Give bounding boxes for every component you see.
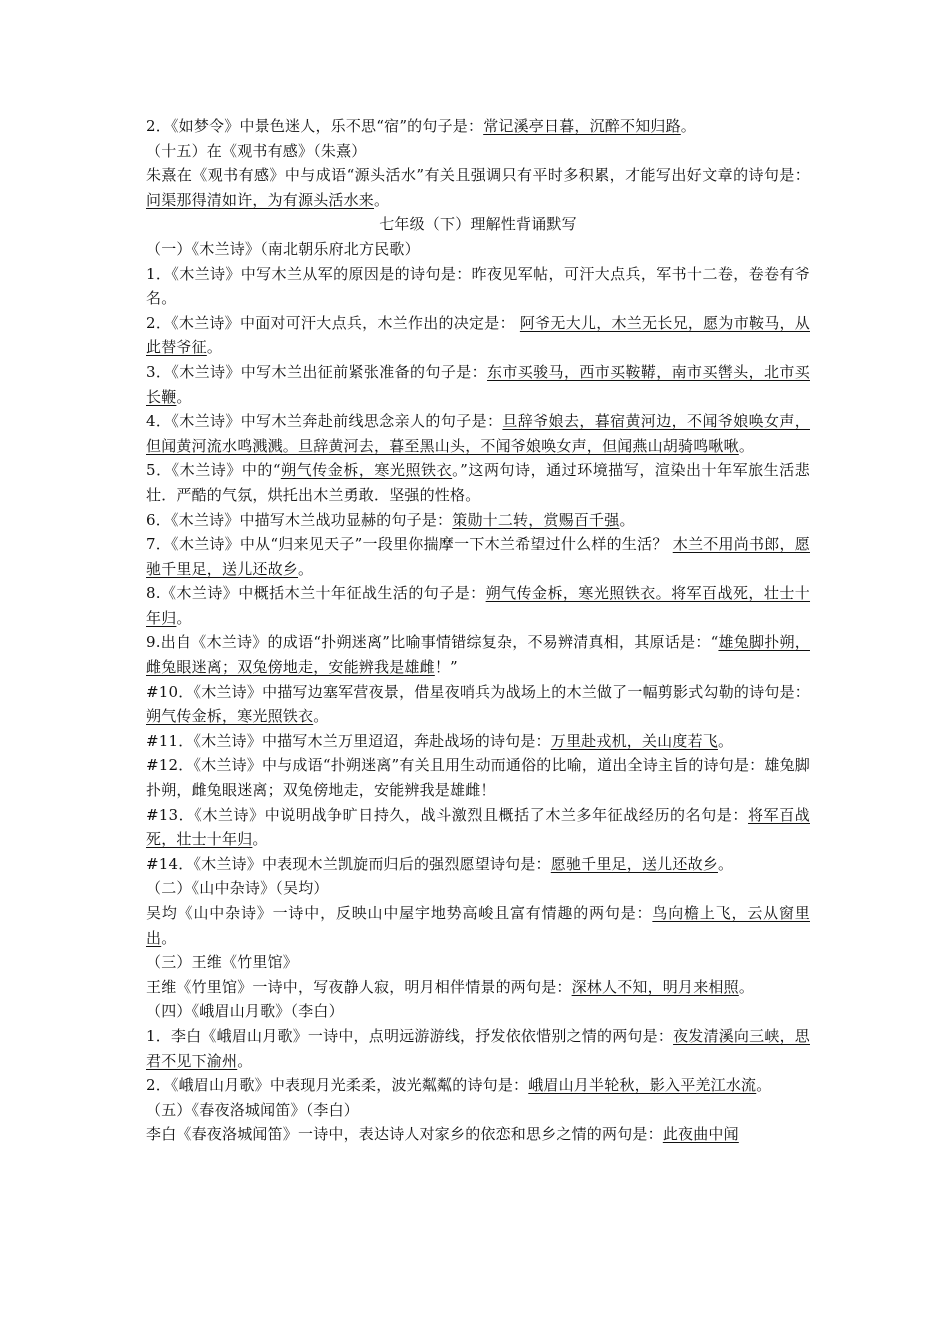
trailing-text: 。 (161, 928, 177, 947)
trailing-text: 。 (298, 559, 314, 578)
question-text: （一）《木兰诗》（南北朝乐府北方民歌） (146, 239, 420, 258)
trailing-text: 。 (756, 1076, 772, 1095)
answer-text: 峨眉山月半轮秋，影入平羌江水流 (528, 1076, 757, 1095)
text-line (146, 114, 810, 139)
answer-text: 此夜曲中闻 (662, 1125, 739, 1144)
question-text: 3．《木兰诗》中写木兰出征前紧张准备的句子是： (146, 362, 487, 381)
text-line (146, 680, 810, 729)
question-text: 1．李白《峨眉山月歌》一诗中，点明远游游线，抒发依依惜别之情的两句是： (146, 1026, 674, 1045)
text-line (146, 458, 810, 507)
answer-text: 夜发清溪向三峡，思君不见下渝州 (146, 1026, 810, 1070)
trailing-text: 。 (176, 387, 192, 406)
question-text: 8.《木兰诗》中概括木兰十年征战生活的句子是： (146, 584, 486, 603)
text-line (146, 1073, 810, 1098)
question-text: 吴均《山中杂诗》一诗中，反映山中屋宇地势高峻且富有情趣的两句是： (146, 904, 653, 922)
question-text: （二）《山中杂诗》（吴均） (146, 879, 329, 898)
text-line (146, 729, 810, 754)
question-text: 5．《木兰诗》中的“ (146, 461, 281, 480)
text-line (146, 999, 810, 1024)
text-line (146, 139, 810, 164)
trailing-text: 。 (717, 731, 734, 750)
trailing-text: 。 (176, 608, 192, 627)
question-text: （五）《春夜洛城闻笛》（李白） (146, 1100, 360, 1119)
answer-text: 问渠那得清如许，为有源头活水来 (146, 190, 375, 209)
question-text: 6．《木兰诗》中描写木兰战功显赫的句子是： (146, 510, 453, 529)
text-line (146, 950, 810, 975)
question-text: 2．《如梦令》中景色迷人，乐不思“宿”的句子是： (146, 117, 484, 135)
question-text: （三）王维《竹里馆》 (146, 953, 299, 972)
text-line (146, 237, 810, 262)
text-line (146, 852, 810, 877)
question-text: 4．《木兰诗》中写木兰奔赴前线思念亲人的句子是： (146, 412, 503, 431)
answer-text: 常记溪亭日暮，沉醉不知归路 (483, 117, 681, 135)
trailing-text: ！” (434, 658, 458, 677)
question-text: #12．《木兰诗》中与成语“扑朔迷离”有关且用生动而通俗的比喻，道出全诗主旨的诗句是：雄兔脚扑朔，雌兔眼迷离；双兔傍地走，安能辨我是雄雌！ (146, 756, 810, 800)
answer-text: 深林人不知，明月来相照 (571, 977, 739, 996)
question-text: 七年级（下）理解性背诵默写 (379, 215, 577, 234)
question-text: （四）《峨眉山月歌》（李白） (146, 1002, 344, 1021)
answer-text: 将军百战死，壮士十年归 (146, 805, 810, 849)
answer-text: 阿爷无大儿，木兰无长兄，愿为市鞍马，从此替爷征 (146, 313, 810, 357)
answer-text: 朔气传金柝，寒光照铁衣 (280, 461, 453, 480)
text-line (146, 508, 810, 533)
text-line (146, 876, 810, 901)
trailing-text: 。”这两句诗，通过环境描写，渲染出十年军旅生活悲壮．严酷的气氛，烘托出木兰勇敢．坚强的性格。 (146, 461, 811, 504)
question-text: 9.出自《木兰诗》的成语“扑朔迷离”比喻事情错综复杂，不易辨清真相，其原话是：“ (146, 633, 719, 652)
text-line (146, 1122, 810, 1147)
answer-text: 愿驰千里足，送儿还故乡 (550, 854, 718, 873)
answer-text: 策勋十二转，赏赐百千强 (452, 510, 620, 529)
question-text: #10．《木兰诗》中描写边塞军营夜景，借星夜哨兵为战场上的木兰做了一幅剪影式勾勒的诗句是： (146, 682, 810, 701)
answer-text: 鸟向檐上飞，云从窗里出 (146, 904, 810, 947)
question-text: #11．《木兰诗》中描写木兰万里迢迢，奔赴战场的诗句是： (146, 731, 551, 750)
text-line (146, 163, 810, 212)
answer-text: 木兰不用尚书郎，愿驰千里足，送儿还故乡 (146, 535, 810, 578)
text-line (146, 753, 810, 802)
question-text: 朱熹在《观书有感》中与成语“源头活水”有关且强调只有平时多积累，才能写出好文章的诗句是： (146, 166, 810, 185)
answer-text: 东市买骏马，西市买鞍鞯，南市买辔头，北市买长鞭 (146, 362, 810, 406)
text-line (146, 1024, 810, 1073)
text-line (146, 311, 810, 360)
text-line (146, 975, 810, 1000)
question-text: #14．《木兰诗》中表现木兰凯旋而归后的强烈愿望诗句是： (146, 854, 551, 873)
question-text: #13．《木兰诗》中说明战争旷日持久，战斗激烈且概括了木兰多年征战经历的名句是： (146, 805, 749, 824)
trailing-text: 。 (619, 510, 635, 529)
text-line (146, 360, 810, 409)
trailing-text: 。 (374, 190, 390, 209)
question-text: 7．《木兰诗》中从“归来见天子”一段里你揣摩一下木兰希望过什么样的生活？ (146, 535, 673, 554)
trailing-text: 。 (738, 977, 755, 996)
text-line (146, 1098, 810, 1123)
trailing-text: 。 (206, 338, 223, 357)
text-line (146, 581, 810, 630)
answer-text: 朔气传金柝，寒光照铁衣 (146, 707, 314, 726)
trailing-text: 。 (252, 830, 268, 849)
question-text: 李白《春夜洛城闻笛》一诗中，表达诗人对家乡的依恋和思乡之情的两句是： (146, 1125, 663, 1144)
section-heading (146, 212, 810, 237)
document-body (146, 114, 810, 1147)
answer-text: 旦辞爷娘去，暮宿黄河边，不闻爷娘唤女声，但闻黄河流水鸣溅溅。旦辞黄河去，暮至黑山头，不闻爷娘唤女声，但闻燕山胡骑鸣啾啾 (146, 412, 810, 455)
question-text: 2．《木兰诗》中面对可汗大点兵，木兰作出的决定是： (146, 313, 520, 332)
answer-text: 雄兔脚扑朔，雌兔眼迷离；双兔傍地走，安能辨我是雄雌 (146, 633, 810, 677)
text-line (146, 803, 810, 852)
text-line (146, 532, 810, 581)
answer-text: 万里赴戎机，关山度若飞 (550, 731, 718, 750)
text-line (146, 262, 810, 311)
trailing-text: 。 (717, 854, 734, 873)
text-line (146, 630, 810, 679)
trailing-text: 。 (237, 1051, 253, 1070)
question-text: （十五）在《观书有感》（朱熹） (146, 141, 367, 160)
trailing-text: 。 (313, 707, 329, 726)
question-text: 1．《木兰诗》中写木兰从军的原因是的诗句是：昨夜见军帖，可汗大点兵，军书十二卷，卷卷有爷名。 (146, 264, 810, 308)
question-text: 2．《峨眉山月歌》中表现月光柔柔，波光粼粼的诗句是： (146, 1076, 529, 1095)
text-line (146, 409, 810, 458)
question-text: 王维《竹里馆》一诗中，写夜静人寂，明月相伴情景的两句是： (146, 977, 572, 996)
trailing-text: 。 (738, 436, 755, 455)
answer-text: 朔气传金柝，寒光照铁衣。将军百战死，壮士十年归 (146, 584, 811, 627)
trailing-text: 。 (680, 117, 696, 135)
text-line (146, 901, 810, 950)
